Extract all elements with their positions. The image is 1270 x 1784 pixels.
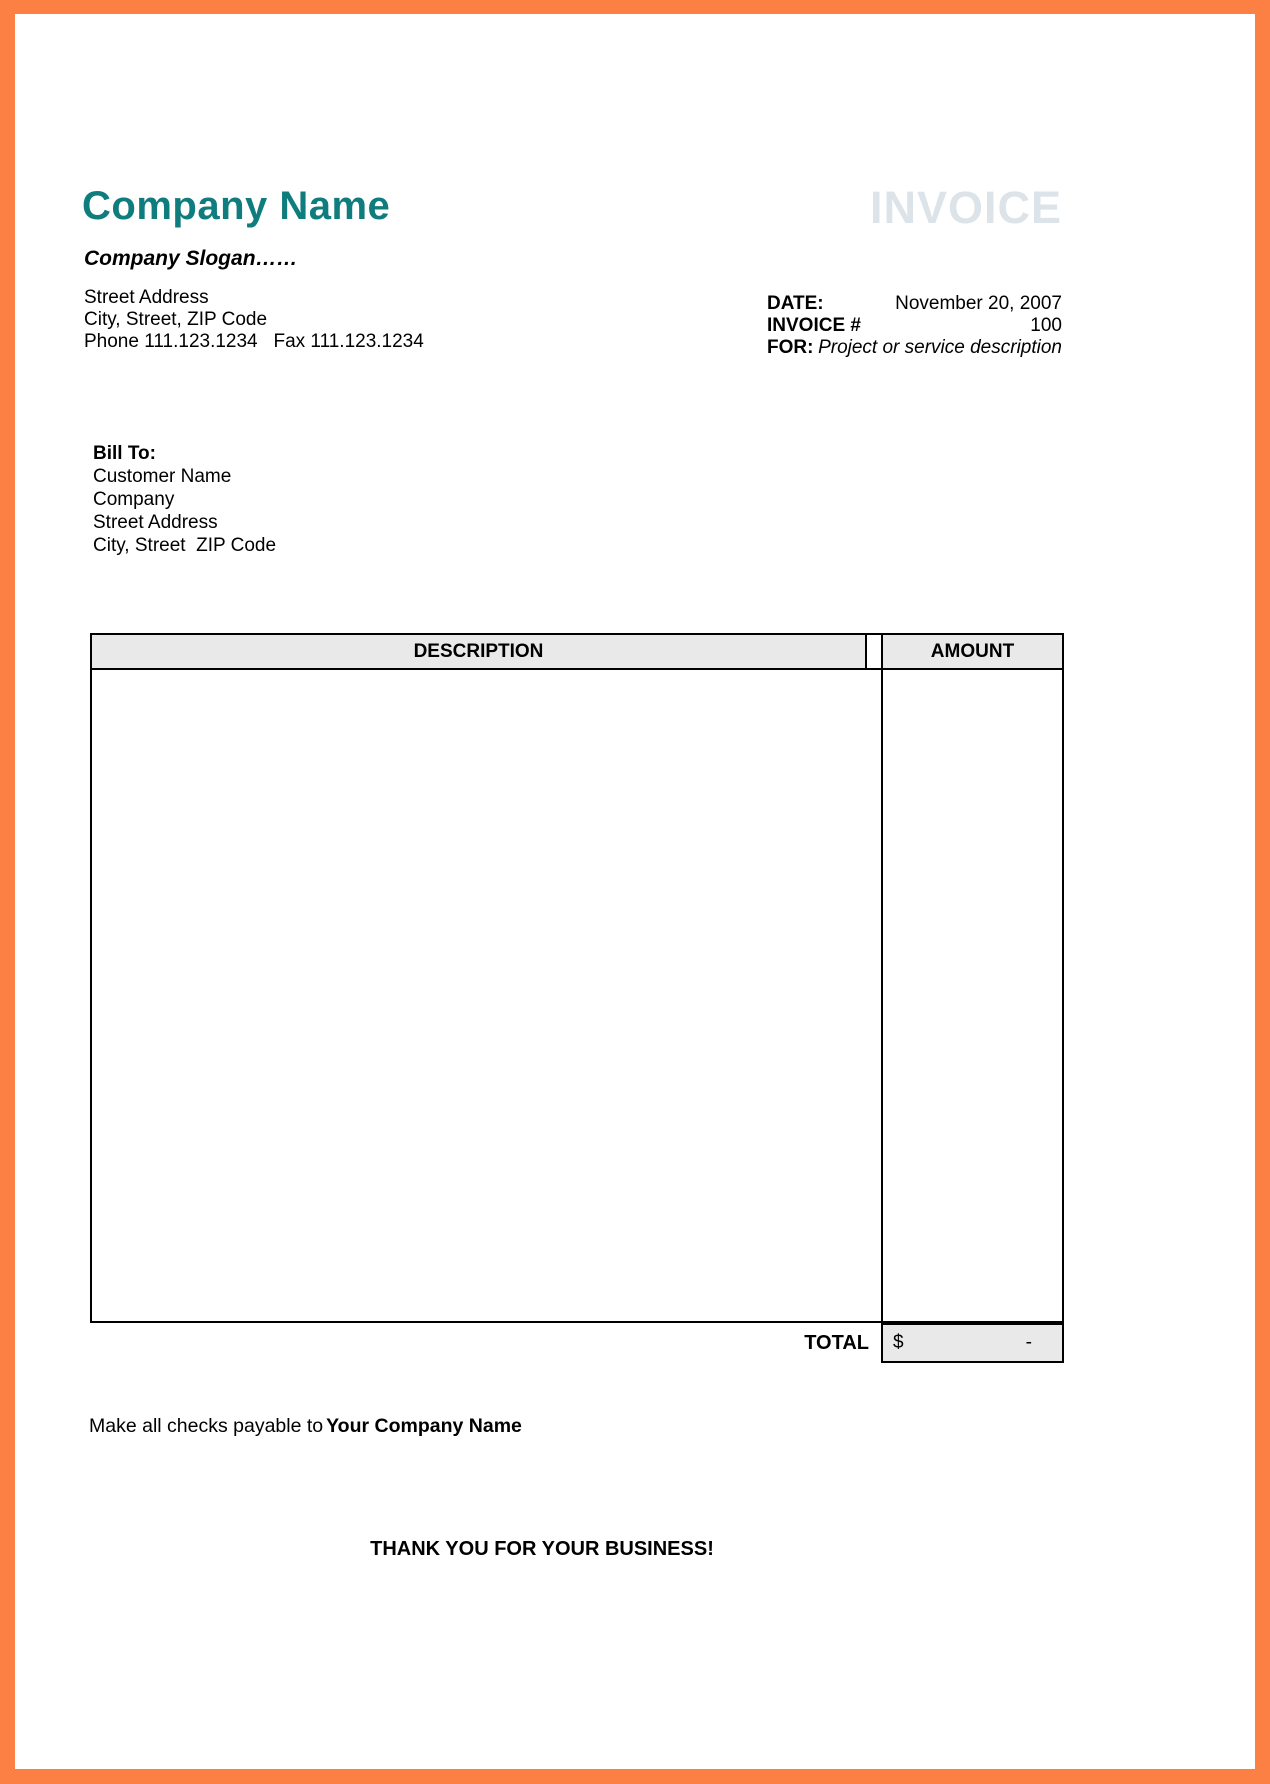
invoice-meta-fields (767, 293, 1062, 359)
table-header-row (90, 633, 1064, 670)
company-address-line-3: Phone 111.123.1234 Fax 111.123.1234 (84, 331, 424, 352)
for-label: FOR: (767, 337, 814, 358)
description-column-header: DESCRIPTION (90, 633, 867, 670)
company-address (84, 287, 424, 353)
bill-to-street-address: Street Address (93, 512, 218, 533)
header-spacer-cell (867, 633, 881, 670)
column-divider (881, 670, 883, 1321)
total-amount-cell (881, 1323, 1064, 1363)
bill-to-customer-name: Customer Name (93, 466, 232, 487)
bill-to-company: Company (93, 489, 175, 510)
bill-to-heading: Bill To: (93, 443, 156, 464)
bill-to-section (93, 442, 276, 557)
total-label: TOTAL (804, 1332, 869, 1354)
invoice-number-row (767, 315, 1062, 337)
company-address-line-2: City, Street, ZIP Code (84, 309, 268, 330)
total-value: - (1025, 1332, 1032, 1353)
description-cell (92, 670, 881, 1321)
date-value: November 20, 2007 (895, 293, 1062, 314)
amount-column-header: AMOUNT (881, 633, 1064, 670)
line-items-table (90, 633, 1064, 1363)
company-slogan: Company Slogan…… (84, 247, 298, 270)
date-label: DATE: (767, 293, 824, 314)
amount-cell (881, 670, 1062, 1321)
bill-to-city-zip: City, Street ZIP Code (93, 535, 277, 556)
invoice-number-value: 100 (1030, 315, 1062, 336)
company-address-line-1: Street Address (84, 287, 209, 308)
company-name: Company Name (82, 184, 391, 228)
table-body-row (90, 670, 1064, 1323)
invoice-page (15, 14, 1255, 1769)
checks-payee-name: Your Company Name (326, 1415, 522, 1437)
total-row (90, 1323, 1064, 1363)
invoice-number-label: INVOICE # (767, 315, 861, 336)
checks-note-text: Make all checks payable to (89, 1415, 324, 1437)
checks-payable-note (89, 1415, 522, 1438)
invoice-title: INVOICE (869, 182, 1062, 233)
for-value: Project or service description (818, 337, 1062, 358)
for-row (767, 337, 1062, 359)
date-row (767, 293, 1062, 315)
currency-symbol: $ (893, 1332, 904, 1353)
thank-you-note: THANK YOU FOR YOUR BUSINESS! (370, 1538, 714, 1560)
